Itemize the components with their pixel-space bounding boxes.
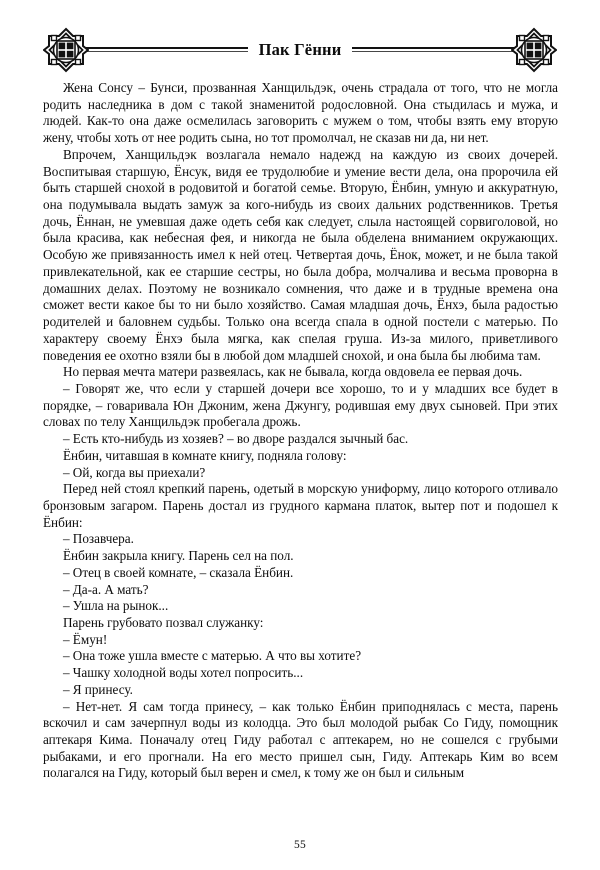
body-text <box>43 80 558 782</box>
page-number: 55 <box>293 839 307 851</box>
dialogue-line: – Я принесу. <box>63 681 133 697</box>
star-medallion-icon <box>511 27 557 73</box>
dialogue-line: – Есть кто-нибудь из хозяев? – во дворе раздался зычный бас. <box>63 431 409 447</box>
star-medallion-icon <box>43 27 89 73</box>
paragraph: – Говорят же, что если у старшей дочери все хорошо, то и у младших все будет в порядке, – говаривала Юн Джоним, жена Джунгу, родившая ему двух сыновей. При этих словах по телу Ханщильдэк пробегала дрожь. <box>43 380 558 430</box>
paragraph: Но первая мечта матери развеялась, как не бывала, когда овдовела ее первая дочь. <box>63 364 523 380</box>
page-title: Пак Гённи <box>258 39 342 59</box>
paragraph: Жена Сонсу – Бунси, прозванная Ханщильдэк, очень страдала от того, что не могла родить наследника в дом с такой знаменитой родословной. Она стыдилась и мужа, и людей. Как-то она даже осмелилась заговорить с мужем о том, чтобы взять ему вторую жену, чтобы хоть от нее родить сына, но тот промолчал, не сказав ни да, ни нет. <box>43 80 558 146</box>
running-header <box>43 26 557 74</box>
paragraph: – Нет-нет. Я сам тогда принесу, – как только Ёнбин приподнялась с места, парень вскочил и сам зачерпнул воды из колодца. Это был молодой рыбак Со Гиду, помощник аптекаря Кима. Поначалу отец Гиду работал с аптекарем, но не сошелся с грубыми рыбаками, и его прогнали. На его место пришел сын, Гиду. Аптекарь Ким во всем полагался на Гиду, который был верен и смел, к тому же он был и сильным <box>43 698 558 781</box>
paragraph: Ёнбин, читавшая в комнате книгу, подняла голову: <box>63 447 347 463</box>
dialogue-line: – Отец в своей комнате, – сказала Ёнбин. <box>63 564 294 580</box>
header-rule-right <box>352 45 514 55</box>
dialogue-line: – Ёмун! <box>63 631 108 647</box>
dialogue-line: – Ой, когда вы приехали? <box>63 464 206 480</box>
paragraph: Ёнбин закрыла книгу. Парень сел на пол. <box>63 548 294 564</box>
dialogue-line: – Ушла на рынок... <box>63 598 169 614</box>
dialogue-line: – Чашку холодной воды хотел попросить... <box>63 665 304 681</box>
dialogue-line: – Да-а. А мать? <box>63 581 149 597</box>
dialogue-line: – Она тоже ушла вместе с матерью. А что вы хотите? <box>63 648 362 664</box>
dialogue-line: – Позавчера. <box>63 531 134 547</box>
paragraph: Впрочем, Ханщильдэк возлагала немало надежд на каждую из своих дочерей. Воспитывая старшую, Ёнсук, видя ее трудолюбие и умение вести дела, она пророчила ей быть старшей снохой в родовитой и богатой семье. Вторую, Ёнбин, умную и аккуратную, она подумывала выдать замуж за кого-нибудь из своих дальних родственников. Третья дочь, Ённан, не умевшая даже одеть себя как следует, слыла настоящей сорвиголовой, но была красива, как небесная фея, и никогда не была обделена вниманием окружающих. Особую же привязанность имел к ней отец. Четвертая дочь, Ёнок, может, и не была такой привлекательной, как ее старшие сестры, но была добра, молчалива и весьма проворна в домашних делах. Поэтому не возникало сомнения, что даже и в трудные времена она сможет вести какое бы то ни было хозяйство. Самая младшая дочь, Ёнхэ, была радостью родителей и баловнем судьбы. Только она всегда спала в одной постели с матерью. По характеру своему Ёнхэ была мягка, как спелая груша. Из-за милого, приветливого поведения ее охотно взяли бы в любой дом младшей снохой, и она была бы любима там. <box>43 146 558 363</box>
paragraph: Парень грубовато позвал служанку: <box>63 615 264 630</box>
header-rule-left <box>86 45 248 55</box>
paragraph: Перед ней стоял крепкий парень, одетый в морскую униформу, лицо которого отливало бронзовым загаром. Парень достал из грудного кармана платок, вытер пот и подошел к Ёнбин: <box>43 481 558 530</box>
